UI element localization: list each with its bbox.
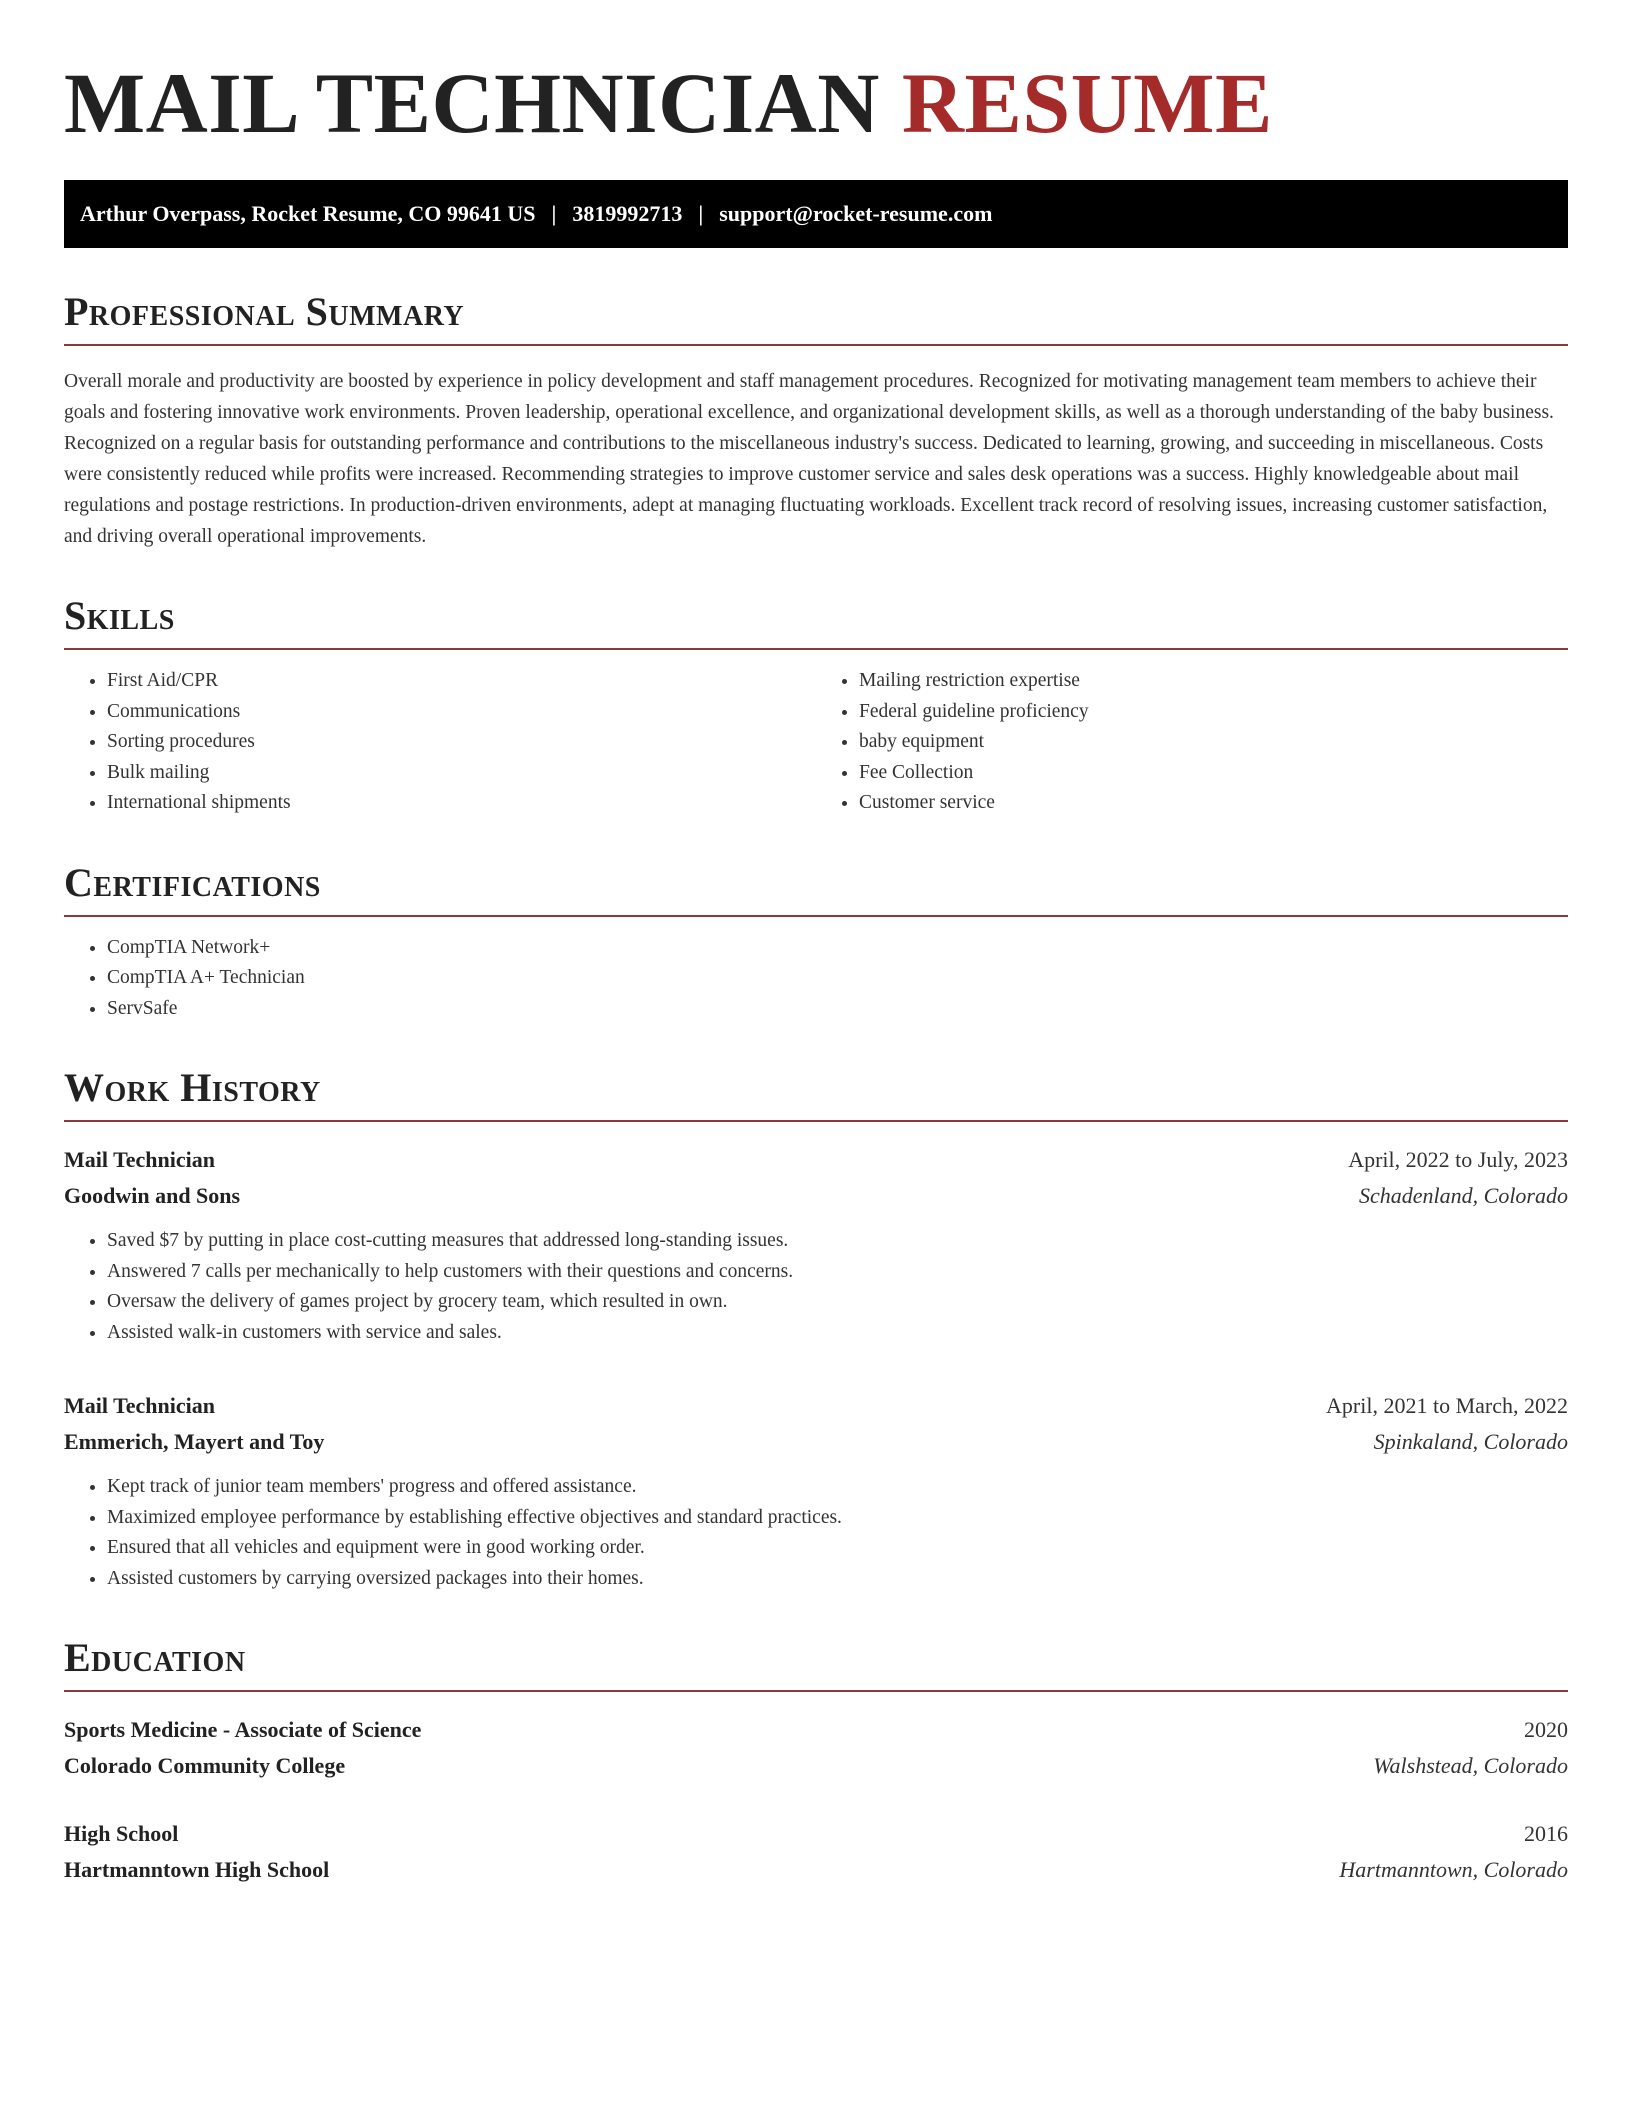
skill-item: • Fee Collection [859, 758, 1568, 789]
education-year: 2016 [1524, 1821, 1568, 1846]
summary-section [64, 289, 1568, 552]
title-main: MAIL TECHNICIAN [64, 55, 880, 151]
education-school-row [64, 1852, 1568, 1888]
certification-item: • ServSafe [107, 994, 1568, 1025]
education-heading: Education [64, 1638, 1568, 1692]
job-entry [64, 1388, 1568, 1594]
education-school: Colorado Community College [64, 1753, 346, 1778]
contact-address: Arthur Overpass, Rocket Resume, CO 99641 US [80, 201, 536, 226]
job-bullet: • Maximized employee performance by establishing effective objectives and standard practices. [107, 1503, 1568, 1534]
summary-text: Overall morale and productivity are boosted by experience in policy development and staff management procedures. Recognized for motivating management team members to achieve their goals and fostering innovative work environments. Proven leadership, operational excellence, and organizational development skills, as well as a thorough understanding of the baby business. Recognized on a regular basis for outstanding performance and contributions to the miscellaneous industry's success. Dedicated to learning, growing, and succeeding in miscellaneous. Costs were consistently reduced while profits were increased. Recommending strategies to improve customer service and sales desk operations was a success. Highly knowledgeable about mail regulations and postage restrictions. In production-driven environments, adept at managing fluctuating workloads. Excellent track record of resolving issues, increasing customer satisfaction, and driving overall operational improvements. [64, 371, 1554, 547]
job-bullet: • Saved $7 by putting in place cost-cutting measures that addressed long-standing issues. [107, 1226, 1568, 1257]
contact-email: support@rocket-resume.com [719, 201, 993, 226]
job-bullets [64, 1472, 1568, 1594]
job-company: Goodwin and Sons [64, 1183, 241, 1208]
education-degree: High School [64, 1821, 179, 1846]
work-history-heading: Work History [64, 1068, 1568, 1122]
skills-list-right [816, 666, 1568, 819]
work-history-section [64, 1065, 1568, 1594]
education-degree-row [64, 1816, 1568, 1852]
job-position: Mail Technician [64, 1393, 215, 1418]
skill-item: • First Aid/CPR [107, 666, 816, 697]
certification-item: • CompTIA Network+ [107, 933, 1568, 964]
job-bullet: • Assisted customers by carrying oversized packages into their homes. [107, 1564, 1568, 1595]
education-entry [64, 1816, 1568, 1888]
contact-separator: | [698, 201, 704, 226]
skills-section [64, 593, 1568, 819]
skill-item: • International shipments [107, 788, 816, 819]
education-entry [64, 1712, 1568, 1784]
education-degree-row [64, 1712, 1568, 1748]
job-position: Mail Technician [64, 1147, 215, 1172]
education-section [64, 1635, 1568, 1888]
certifications-list [64, 933, 1568, 1025]
job-entry [64, 1142, 1568, 1348]
job-dates: April, 2022 to July, 2023 [1348, 1147, 1568, 1172]
contact-separator: | [551, 201, 557, 226]
skill-item: • Communications [107, 697, 816, 728]
certifications-section [64, 859, 1568, 1025]
job-bullet: • Assisted walk-in customers with service and sales. [107, 1318, 1568, 1349]
certifications-heading: Certifications [64, 863, 1568, 917]
contact-bar [64, 180, 1568, 248]
job-header-row [64, 1142, 1568, 1178]
skill-item: • Federal guideline proficiency [859, 697, 1568, 728]
job-company-row [64, 1178, 1568, 1214]
job-dates: April, 2021 to March, 2022 [1326, 1393, 1568, 1418]
education-location: Hartmanntown, Colorado [1339, 1857, 1568, 1882]
job-company: Emmerich, Mayert and Toy [64, 1429, 325, 1454]
education-school: Hartmanntown High School [64, 1857, 330, 1882]
job-location: Schadenland, Colorado [1359, 1183, 1568, 1208]
title-accent: RESUME [901, 55, 1273, 151]
education-year: 2020 [1524, 1717, 1568, 1742]
skill-item: • Customer service [859, 788, 1568, 819]
skill-item: • baby equipment [859, 727, 1568, 758]
job-bullet: • Oversaw the delivery of games project by grocery team, which resulted in own. [107, 1287, 1568, 1318]
job-header-row [64, 1388, 1568, 1424]
summary-heading: Professional Summary [64, 292, 1568, 346]
job-company-row [64, 1424, 1568, 1460]
contact-phone: 3819992713 [572, 201, 683, 226]
resume-title [64, 55, 1568, 151]
job-bullet: • Ensured that all vehicles and equipment were in good working order. [107, 1533, 1568, 1564]
education-degree: Sports Medicine - Associate of Science [64, 1717, 422, 1742]
skills-heading: Skills [64, 596, 1568, 650]
job-bullet: • Answered 7 calls per mechanically to help customers with their questions and concerns. [107, 1257, 1568, 1288]
job-bullets [64, 1226, 1568, 1348]
skill-item: • Mailing restriction expertise [859, 666, 1568, 697]
skills-list-left [64, 666, 816, 819]
education-location: Walshstead, Colorado [1373, 1753, 1568, 1778]
education-school-row [64, 1748, 1568, 1784]
skill-item: • Bulk mailing [107, 758, 816, 789]
job-bullet: • Kept track of junior team members' progress and offered assistance. [107, 1472, 1568, 1503]
skills-grid [64, 650, 1568, 819]
job-location: Spinkaland, Colorado [1373, 1429, 1568, 1454]
skill-item: • Sorting procedures [107, 727, 816, 758]
certification-item: • CompTIA A+ Technician [107, 963, 1568, 994]
